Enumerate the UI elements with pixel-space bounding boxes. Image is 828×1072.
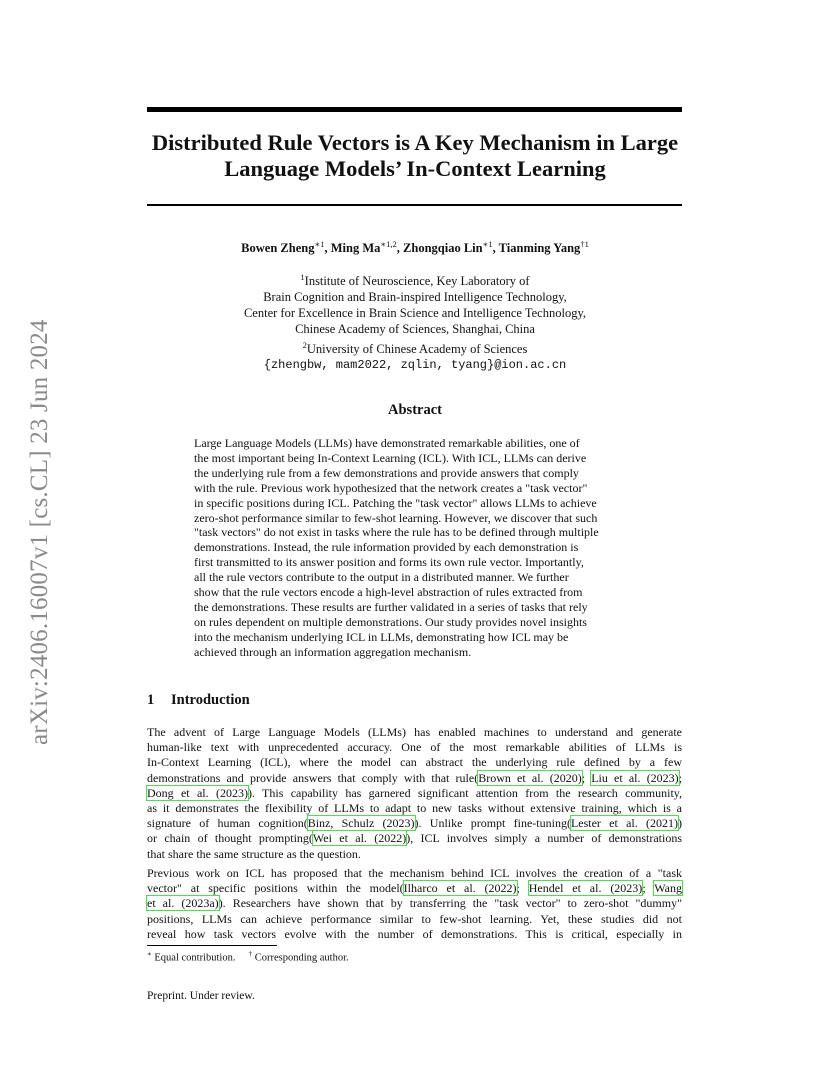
author-marks: ∗1 <box>482 239 493 249</box>
author-emails: {zhengbw, mam2022, zqlin, tyang}@ion.ac.cn <box>263 358 567 373</box>
citation-link[interactable]: et al. (2023a) <box>147 896 219 911</box>
paragraph-line: The advent of Large Language Models (LLMs) has enabled machines to understand and generate <box>147 725 682 739</box>
affiliation-line: Brain Cognition and Brain-inspired Intelligence Technology, <box>263 290 567 305</box>
abstract-body <box>194 436 634 660</box>
affiliation-line: $^1$Institute of Neuroscience, Key Laboratory of <box>300 272 530 289</box>
abstract-line: demonstrations. Instead, the rule information provided by each demonstration is <box>194 540 579 555</box>
abstract-line: all the rule vectors contribute to the output in a distributed manner. We further <box>194 570 569 585</box>
paragraph-line: signature of human cognition(Binz, Schulz (2023)). Unlike prompt fine-tuning(Lester et al. (2021)) <box>147 816 682 831</box>
section-title: Introduction <box>171 692 250 708</box>
citation-link[interactable]: Lester et al. (2021) <box>570 816 678 831</box>
abstract-line: first transmitted to its answer position and forms its own rule vector. Importantly, <box>194 555 584 570</box>
intro-paragraph-2 <box>147 866 682 942</box>
footnote-text: Corresponding author. <box>254 952 349 964</box>
author-name: Tianming Yang <box>498 241 581 256</box>
paragraph-line: that share the same structure as the question. <box>147 846 361 861</box>
abstract-line: show that the rule vectors encode a high-level abstraction of rules extracted from <box>194 585 583 600</box>
affiliation-line: $^2$University of Chinese Academy of Sciences <box>302 340 528 357</box>
author-marks: ∗1,2 <box>380 239 397 249</box>
affiliations <box>140 269 690 373</box>
citation-link[interactable]: Hendel et al. (2023) <box>528 881 643 896</box>
affiliation-line: Center for Excellence in Brain Science and Intelligence Technology, <box>243 306 587 321</box>
paragraph-line: positions, LLMs can achieve performance similar to few-shot learning. Yet, these studies did not <box>147 911 682 926</box>
citation-link[interactable]: Ilharco et al. (2022) <box>403 881 517 896</box>
affiliation-line: Chinese Academy of Sciences, Shanghai, China <box>295 322 535 337</box>
abstract-line: Large Language Models (LLMs) have demonstrated remarkable abilities, one of <box>194 436 580 450</box>
abstract-line: on rules dependent on multiple demonstrations. Our study provides novel insights <box>194 614 587 629</box>
citation-link[interactable]: Brown et al. (2020) <box>478 770 582 785</box>
footnote-text: Equal contribution. <box>154 952 236 964</box>
paragraph-line: In-Context Learning (ICL), where the model can abstract the underlying rule defined by a few <box>147 755 682 770</box>
section-heading-introduction <box>147 692 250 709</box>
title-bottom-rule <box>147 204 682 206</box>
intro-paragraph-1 <box>147 725 682 862</box>
paragraph-line: Previous work on ICL has proposed that the mechanism behind ICL involves the creation of a "task <box>147 866 682 880</box>
preprint-note: Preprint. Under review. <box>147 990 255 1002</box>
footnote <box>147 950 349 964</box>
affiliation-mark: 1 <box>300 272 305 282</box>
section-number: 1 <box>147 692 155 708</box>
title-line-2: Language Models’ In-Context Learning <box>224 156 606 181</box>
paragraph-line: or chain of thought prompting(Wei et al. (2022)), ICL involves simply a number of demonstrations <box>147 831 682 846</box>
author-marks: ∗1 <box>314 239 325 249</box>
abstract-line: "task vectors" do not exist in tasks where the rule has to be defined through multiple <box>194 525 599 540</box>
citation-link[interactable]: Binz, Schulz (2023) <box>307 816 415 831</box>
author-list: Bowen Zheng$^{∗1}$, Ming $Ma^{∗1,2}$, Zhongqiao Lin$^{∗1}$, Tianming Yang$^{\dagger 1}$ <box>241 239 589 256</box>
abstract-line: in specific positions during ICL. Patching the "task vector" allows LLMs to achieve <box>194 495 597 510</box>
paragraph-line: et al. (2023a)). Researchers have shown that by transferring the "task vector" to zero-shot "dummy" <box>147 896 682 911</box>
paragraph-line: reveal how task vectors evolve with the number of demonstrations. This is critical, especially in <box>147 926 682 941</box>
author-name: Ming Ma <box>330 241 381 256</box>
abstract-line: the most important being In-Context Learning (ICL). With ICL, LLMs can derive <box>194 450 587 465</box>
paragraph-line: human-like text with unprecedented accuracy. One of the most remarkable abilities of LLMs is <box>147 740 682 755</box>
abstract-line: zero-shot performance similar to few-shot learning. However, we discover that such <box>194 510 598 525</box>
footnote-mark: † <box>248 950 253 958</box>
citation-link[interactable]: Wei et al. (2022) <box>312 831 407 846</box>
author-name: Bowen Zheng <box>241 241 315 256</box>
title-top-rule <box>147 107 682 112</box>
abstract-heading: Abstract <box>388 402 442 418</box>
paragraph-line: Dong et al. (2023)). This capability has garnered significant attention from the research community, <box>147 785 682 800</box>
affiliation-mark: 2 <box>302 340 307 351</box>
title-line-1: Distributed Rule Vectors is A Key Mechanism in Large <box>151 130 679 155</box>
footnote-mark: ∗ <box>147 950 152 958</box>
citation-link[interactable]: Wang <box>654 881 682 896</box>
paragraph-line: vector" at specific positions within the model(Ilharco et al. (2022); Hendel et al. (2023); Wang <box>147 881 682 896</box>
author-marks: †1 <box>580 239 589 249</box>
arxiv-side-stamp: arXiv:2406.16007v1 [cs.CL] 23 Jun 2024 <box>26 319 53 745</box>
abstract-line: achieved through an information aggregation mechanism. <box>194 644 472 659</box>
abstract-line: the underlying rule from a few demonstrations and provide answers that comply <box>194 465 579 480</box>
paragraph-line: demonstrations and provide answers that comply with that rule(Brown et al. (2020); Liu et al. (2023); <box>147 770 683 785</box>
paragraph-line: as it demonstrates the flexibility of LLMs to adapt to new tasks without extensive training, which is a <box>147 801 682 816</box>
author-name: Zhongqiao Lin <box>403 241 483 256</box>
citation-link[interactable]: Dong et al. (2023) <box>147 785 248 800</box>
abstract-line: the demonstrations. These results are further validated in a series of tasks that rely <box>194 599 588 614</box>
citation-link[interactable]: Liu et al. (2023) <box>591 770 679 785</box>
footnote-rule <box>147 945 277 946</box>
paper-title <box>140 130 690 182</box>
abstract-line: into the mechanism underlying ICL in LLMs, demonstrating how ICL may be <box>194 629 569 644</box>
abstract-line: with the rule. Previous work hypothesized that the network creates a "task vector" <box>194 480 588 495</box>
